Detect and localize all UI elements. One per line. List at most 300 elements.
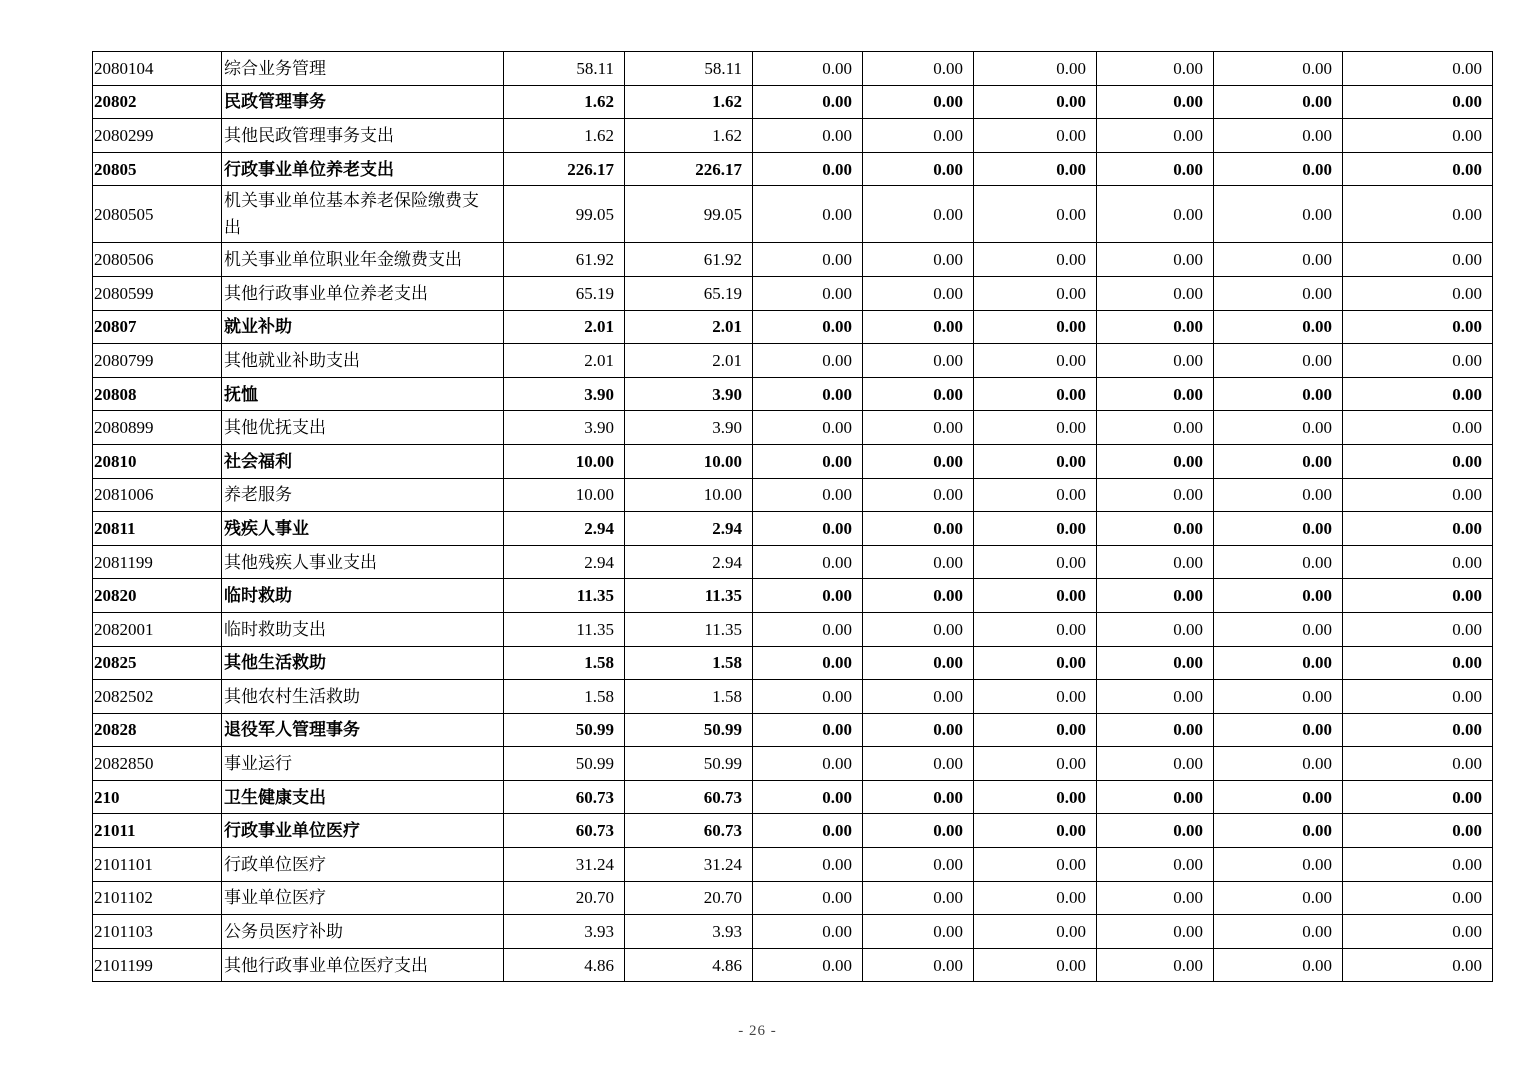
amount-cell: 0.00	[863, 713, 974, 747]
amount-cell: 20.70	[625, 881, 753, 915]
amount-cell: 0.00	[863, 780, 974, 814]
amount-cell: 1.62	[625, 119, 753, 153]
amount-cell: 0.00	[1343, 780, 1493, 814]
amount-cell: 0.00	[753, 848, 863, 882]
amount-cell: 0.00	[863, 680, 974, 714]
amount-cell: 0.00	[1097, 713, 1214, 747]
subject-name-cell: 残疾人事业	[222, 512, 504, 546]
amount-cell: 4.86	[625, 948, 753, 982]
amount-cell: 0.00	[1343, 512, 1493, 546]
subject-code-cell: 2080104	[93, 52, 222, 86]
table-row	[93, 344, 1493, 378]
amount-cell: 0.00	[1097, 186, 1214, 243]
amount-cell: 0.00	[974, 848, 1097, 882]
table-row	[93, 411, 1493, 445]
subject-name-cell: 退役军人管理事务	[222, 713, 504, 747]
subject-code-cell: 20811	[93, 512, 222, 546]
subject-code-cell: 2080599	[93, 276, 222, 310]
table-row	[93, 915, 1493, 949]
table-row	[93, 52, 1493, 86]
subject-name-cell: 行政事业单位养老支出	[222, 152, 504, 186]
amount-cell: 1.58	[625, 680, 753, 714]
amount-cell: 0.00	[863, 85, 974, 119]
amount-cell: 0.00	[1343, 713, 1493, 747]
amount-cell: 0.00	[1214, 680, 1343, 714]
table-row	[93, 512, 1493, 546]
amount-cell: 0.00	[863, 344, 974, 378]
subject-name-cell: 社会福利	[222, 444, 504, 478]
amount-cell: 226.17	[504, 152, 625, 186]
table-row	[93, 780, 1493, 814]
table-body	[93, 52, 1493, 982]
amount-cell: 0.00	[1097, 915, 1214, 949]
amount-cell: 0.00	[753, 152, 863, 186]
amount-cell: 0.00	[1097, 747, 1214, 781]
amount-cell: 2.94	[625, 512, 753, 546]
amount-cell: 60.73	[504, 780, 625, 814]
amount-cell: 0.00	[1097, 814, 1214, 848]
table-row	[93, 713, 1493, 747]
amount-cell: 0.00	[753, 646, 863, 680]
subject-name-cell: 机关事业单位基本养老保险缴费支出	[222, 186, 504, 243]
amount-cell: 10.00	[625, 478, 753, 512]
amount-cell: 0.00	[753, 377, 863, 411]
amount-cell: 0.00	[753, 780, 863, 814]
subject-code-cell: 20808	[93, 377, 222, 411]
table-row	[93, 310, 1493, 344]
amount-cell: 0.00	[753, 52, 863, 86]
amount-cell: 2.01	[504, 310, 625, 344]
amount-cell: 0.00	[753, 411, 863, 445]
subject-name-cell: 行政事业单位医疗	[222, 814, 504, 848]
subject-code-cell: 2080505	[93, 186, 222, 243]
amount-cell: 0.00	[753, 186, 863, 243]
amount-cell: 0.00	[863, 478, 974, 512]
amount-cell: 0.00	[1097, 243, 1214, 277]
amount-cell: 50.99	[625, 747, 753, 781]
amount-cell: 0.00	[753, 344, 863, 378]
amount-cell: 0.00	[1214, 186, 1343, 243]
subject-code-cell: 2080299	[93, 119, 222, 153]
amount-cell: 0.00	[1214, 948, 1343, 982]
amount-cell: 0.00	[1214, 713, 1343, 747]
amount-cell: 3.93	[625, 915, 753, 949]
subject-name-cell: 其他生活救助	[222, 646, 504, 680]
amount-cell: 0.00	[753, 814, 863, 848]
table-row	[93, 747, 1493, 781]
amount-cell: 0.00	[1343, 85, 1493, 119]
amount-cell: 0.00	[974, 85, 1097, 119]
amount-cell: 0.00	[1097, 780, 1214, 814]
amount-cell: 0.00	[1214, 848, 1343, 882]
amount-cell: 0.00	[863, 512, 974, 546]
amount-cell: 2.01	[625, 344, 753, 378]
table-row	[93, 377, 1493, 411]
amount-cell: 0.00	[863, 612, 974, 646]
table-row	[93, 85, 1493, 119]
amount-cell: 0.00	[1097, 680, 1214, 714]
amount-cell: 0.00	[863, 310, 974, 344]
amount-cell: 11.35	[504, 612, 625, 646]
amount-cell: 0.00	[1343, 377, 1493, 411]
amount-cell: 0.00	[974, 680, 1097, 714]
amount-cell: 0.00	[863, 152, 974, 186]
amount-cell: 0.00	[1214, 444, 1343, 478]
amount-cell: 0.00	[1097, 881, 1214, 915]
amount-cell: 0.00	[1097, 52, 1214, 86]
amount-cell: 61.92	[625, 243, 753, 277]
subject-code-cell: 20802	[93, 85, 222, 119]
page-number: - 26 -	[738, 1023, 777, 1039]
amount-cell: 0.00	[1214, 52, 1343, 86]
amount-cell: 0.00	[1343, 119, 1493, 153]
amount-cell: 0.00	[1343, 186, 1493, 243]
amount-cell: 0.00	[974, 948, 1097, 982]
subject-code-cell: 2101102	[93, 881, 222, 915]
amount-cell: 0.00	[974, 310, 1097, 344]
subject-name-cell: 就业补助	[222, 310, 504, 344]
amount-cell: 0.00	[974, 747, 1097, 781]
amount-cell: 226.17	[625, 152, 753, 186]
amount-cell: 2.94	[504, 545, 625, 579]
amount-cell: 0.00	[753, 713, 863, 747]
amount-cell: 0.00	[1214, 377, 1343, 411]
amount-cell: 0.00	[1343, 444, 1493, 478]
amount-cell: 0.00	[974, 579, 1097, 613]
subject-code-cell: 210	[93, 780, 222, 814]
table-row	[93, 276, 1493, 310]
amount-cell: 0.00	[1214, 276, 1343, 310]
amount-cell: 0.00	[974, 344, 1097, 378]
subject-name-cell: 事业运行	[222, 747, 504, 781]
amount-cell: 65.19	[504, 276, 625, 310]
table-row	[93, 243, 1493, 277]
amount-cell: 0.00	[1214, 310, 1343, 344]
subject-name-cell: 抚恤	[222, 377, 504, 411]
amount-cell: 0.00	[753, 85, 863, 119]
amount-cell: 0.00	[974, 814, 1097, 848]
amount-cell: 0.00	[1214, 85, 1343, 119]
subject-name-cell: 其他优抚支出	[222, 411, 504, 445]
amount-cell: 0.00	[1214, 881, 1343, 915]
subject-name-cell: 卫生健康支出	[222, 780, 504, 814]
table-row	[93, 646, 1493, 680]
amount-cell: 3.90	[504, 377, 625, 411]
amount-cell: 99.05	[504, 186, 625, 243]
amount-cell: 60.73	[504, 814, 625, 848]
amount-cell: 0.00	[1214, 119, 1343, 153]
amount-cell: 0.00	[1097, 377, 1214, 411]
amount-cell: 0.00	[1214, 411, 1343, 445]
subject-name-cell: 综合业务管理	[222, 52, 504, 86]
amount-cell: 2.01	[504, 344, 625, 378]
amount-cell: 50.99	[504, 713, 625, 747]
subject-name-cell: 其他行政事业单位养老支出	[222, 276, 504, 310]
amount-cell: 11.35	[625, 579, 753, 613]
subject-code-cell: 21011	[93, 814, 222, 848]
amount-cell: 0.00	[1214, 646, 1343, 680]
subject-code-cell: 2082850	[93, 747, 222, 781]
amount-cell: 3.90	[504, 411, 625, 445]
amount-cell: 1.58	[504, 646, 625, 680]
amount-cell: 0.00	[753, 512, 863, 546]
amount-cell: 1.58	[625, 646, 753, 680]
amount-cell: 2.94	[625, 545, 753, 579]
amount-cell: 0.00	[1214, 512, 1343, 546]
amount-cell: 50.99	[625, 713, 753, 747]
subject-code-cell: 2080899	[93, 411, 222, 445]
amount-cell: 0.00	[863, 646, 974, 680]
subject-name-cell: 养老服务	[222, 478, 504, 512]
amount-cell: 0.00	[753, 545, 863, 579]
amount-cell: 0.00	[1214, 152, 1343, 186]
amount-cell: 1.62	[625, 85, 753, 119]
amount-cell: 0.00	[974, 915, 1097, 949]
subject-name-cell: 事业单位医疗	[222, 881, 504, 915]
amount-cell: 0.00	[863, 377, 974, 411]
amount-cell: 0.00	[974, 411, 1097, 445]
amount-cell: 0.00	[753, 478, 863, 512]
subject-name-cell: 其他残疾人事业支出	[222, 545, 504, 579]
amount-cell: 0.00	[974, 478, 1097, 512]
amount-cell: 0.00	[1343, 276, 1493, 310]
subject-code-cell: 20828	[93, 713, 222, 747]
amount-cell: 0.00	[1097, 152, 1214, 186]
table-row	[93, 948, 1493, 982]
amount-cell: 0.00	[1097, 478, 1214, 512]
amount-cell: 0.00	[974, 780, 1097, 814]
amount-cell: 0.00	[753, 612, 863, 646]
table-row	[93, 152, 1493, 186]
amount-cell: 10.00	[504, 444, 625, 478]
amount-cell: 31.24	[504, 848, 625, 882]
amount-cell: 0.00	[753, 915, 863, 949]
subject-code-cell: 2081006	[93, 478, 222, 512]
amount-cell: 20.70	[504, 881, 625, 915]
amount-cell: 0.00	[863, 814, 974, 848]
amount-cell: 0.00	[1214, 478, 1343, 512]
table-row	[93, 444, 1493, 478]
table-row	[93, 119, 1493, 153]
subject-name-cell: 其他就业补助支出	[222, 344, 504, 378]
amount-cell: 0.00	[753, 243, 863, 277]
amount-cell: 0.00	[974, 186, 1097, 243]
amount-cell: 0.00	[1343, 680, 1493, 714]
amount-cell: 58.11	[625, 52, 753, 86]
subject-code-cell: 2080799	[93, 344, 222, 378]
table-row	[93, 579, 1493, 613]
amount-cell: 0.00	[1214, 612, 1343, 646]
amount-cell: 0.00	[1343, 646, 1493, 680]
amount-cell: 0.00	[1097, 310, 1214, 344]
amount-cell: 0.00	[753, 444, 863, 478]
amount-cell: 0.00	[974, 444, 1097, 478]
amount-cell: 2.01	[625, 310, 753, 344]
amount-cell: 0.00	[974, 52, 1097, 86]
table-row	[93, 680, 1493, 714]
amount-cell: 11.35	[504, 579, 625, 613]
subject-code-cell: 2101103	[93, 915, 222, 949]
amount-cell: 0.00	[1343, 612, 1493, 646]
subject-name-cell: 其他民政管理事务支出	[222, 119, 504, 153]
amount-cell: 60.73	[625, 814, 753, 848]
table-row	[93, 478, 1493, 512]
amount-cell: 0.00	[1097, 948, 1214, 982]
amount-cell: 0.00	[1343, 152, 1493, 186]
amount-cell: 0.00	[1343, 310, 1493, 344]
amount-cell: 0.00	[753, 579, 863, 613]
amount-cell: 0.00	[974, 377, 1097, 411]
amount-cell: 0.00	[1343, 545, 1493, 579]
subject-name-cell: 临时救助支出	[222, 612, 504, 646]
amount-cell: 0.00	[753, 881, 863, 915]
subject-code-cell: 20825	[93, 646, 222, 680]
table-row	[93, 612, 1493, 646]
amount-cell: 0.00	[1097, 612, 1214, 646]
table-row	[93, 848, 1493, 882]
subject-code-cell: 2082502	[93, 680, 222, 714]
amount-cell: 1.58	[504, 680, 625, 714]
amount-cell: 0.00	[974, 545, 1097, 579]
amount-cell: 99.05	[625, 186, 753, 243]
subject-code-cell: 2101199	[93, 948, 222, 982]
amount-cell: 0.00	[863, 915, 974, 949]
amount-cell: 0.00	[974, 119, 1097, 153]
amount-cell: 1.62	[504, 85, 625, 119]
amount-cell: 0.00	[974, 243, 1097, 277]
amount-cell: 61.92	[504, 243, 625, 277]
subject-name-cell: 其他行政事业单位医疗支出	[222, 948, 504, 982]
subject-code-cell: 2082001	[93, 612, 222, 646]
amount-cell: 0.00	[1214, 344, 1343, 378]
subject-code-cell: 2101101	[93, 848, 222, 882]
amount-cell: 10.00	[625, 444, 753, 478]
amount-cell: 0.00	[1097, 119, 1214, 153]
amount-cell: 3.90	[625, 377, 753, 411]
subject-code-cell: 20820	[93, 579, 222, 613]
subject-name-cell: 临时救助	[222, 579, 504, 613]
amount-cell: 0.00	[863, 119, 974, 153]
subject-code-cell: 20810	[93, 444, 222, 478]
amount-cell: 0.00	[1097, 276, 1214, 310]
table-row	[93, 814, 1493, 848]
subject-name-cell: 民政管理事务	[222, 85, 504, 119]
amount-cell: 0.00	[1097, 848, 1214, 882]
amount-cell: 0.00	[863, 579, 974, 613]
amount-cell: 0.00	[974, 646, 1097, 680]
amount-cell: 1.62	[504, 119, 625, 153]
amount-cell: 0.00	[1214, 545, 1343, 579]
amount-cell: 0.00	[863, 545, 974, 579]
subject-code-cell: 2081199	[93, 545, 222, 579]
budget-expenditure-table	[92, 51, 1493, 982]
amount-cell: 0.00	[863, 948, 974, 982]
amount-cell: 0.00	[1343, 814, 1493, 848]
amount-cell: 0.00	[974, 881, 1097, 915]
amount-cell: 0.00	[863, 52, 974, 86]
amount-cell: 0.00	[1097, 646, 1214, 680]
amount-cell: 0.00	[1343, 848, 1493, 882]
subject-code-cell: 20807	[93, 310, 222, 344]
amount-cell: 0.00	[1214, 747, 1343, 781]
subject-name-cell: 行政单位医疗	[222, 848, 504, 882]
amount-cell: 60.73	[625, 780, 753, 814]
amount-cell: 0.00	[1214, 579, 1343, 613]
amount-cell: 0.00	[1214, 814, 1343, 848]
amount-cell: 58.11	[504, 52, 625, 86]
amount-cell: 0.00	[863, 243, 974, 277]
amount-cell: 0.00	[753, 310, 863, 344]
amount-cell: 0.00	[1097, 411, 1214, 445]
amount-cell: 0.00	[753, 119, 863, 153]
amount-cell: 0.00	[863, 848, 974, 882]
amount-cell: 0.00	[1343, 478, 1493, 512]
amount-cell: 11.35	[625, 612, 753, 646]
amount-cell: 0.00	[1097, 579, 1214, 613]
amount-cell: 0.00	[1097, 444, 1214, 478]
subject-name-cell: 其他农村生活救助	[222, 680, 504, 714]
amount-cell: 0.00	[1343, 915, 1493, 949]
amount-cell: 0.00	[863, 276, 974, 310]
amount-cell: 0.00	[974, 152, 1097, 186]
amount-cell: 0.00	[974, 276, 1097, 310]
amount-cell: 0.00	[1097, 512, 1214, 546]
amount-cell: 0.00	[974, 512, 1097, 546]
subject-code-cell: 2080506	[93, 243, 222, 277]
amount-cell: 0.00	[753, 276, 863, 310]
amount-cell: 0.00	[863, 881, 974, 915]
amount-cell: 0.00	[1343, 881, 1493, 915]
subject-name-cell: 机关事业单位职业年金缴费支出	[222, 243, 504, 277]
amount-cell: 0.00	[1343, 747, 1493, 781]
amount-cell: 0.00	[974, 713, 1097, 747]
amount-cell: 0.00	[1214, 243, 1343, 277]
table-row	[93, 881, 1493, 915]
table-row	[93, 545, 1493, 579]
amount-cell: 0.00	[863, 747, 974, 781]
amount-cell: 0.00	[753, 680, 863, 714]
amount-cell: 4.86	[504, 948, 625, 982]
amount-cell: 0.00	[753, 948, 863, 982]
amount-cell: 0.00	[753, 747, 863, 781]
amount-cell: 0.00	[1343, 411, 1493, 445]
table-row	[93, 186, 1493, 243]
subject-name-cell: 公务员医疗补助	[222, 915, 504, 949]
amount-cell: 0.00	[1343, 243, 1493, 277]
amount-cell: 0.00	[863, 186, 974, 243]
subject-code-cell: 20805	[93, 152, 222, 186]
amount-cell: 0.00	[863, 444, 974, 478]
amount-cell: 0.00	[1343, 344, 1493, 378]
amount-cell: 0.00	[1097, 85, 1214, 119]
amount-cell: 0.00	[1343, 52, 1493, 86]
amount-cell: 31.24	[625, 848, 753, 882]
amount-cell: 0.00	[974, 612, 1097, 646]
amount-cell: 10.00	[504, 478, 625, 512]
amount-cell: 0.00	[1097, 344, 1214, 378]
amount-cell: 0.00	[1097, 545, 1214, 579]
amount-cell: 0.00	[863, 411, 974, 445]
amount-cell: 3.90	[625, 411, 753, 445]
amount-cell: 3.93	[504, 915, 625, 949]
amount-cell: 0.00	[1343, 948, 1493, 982]
amount-cell: 0.00	[1343, 579, 1493, 613]
amount-cell: 50.99	[504, 747, 625, 781]
amount-cell: 0.00	[1214, 915, 1343, 949]
amount-cell: 65.19	[625, 276, 753, 310]
amount-cell: 2.94	[504, 512, 625, 546]
amount-cell: 0.00	[1214, 780, 1343, 814]
